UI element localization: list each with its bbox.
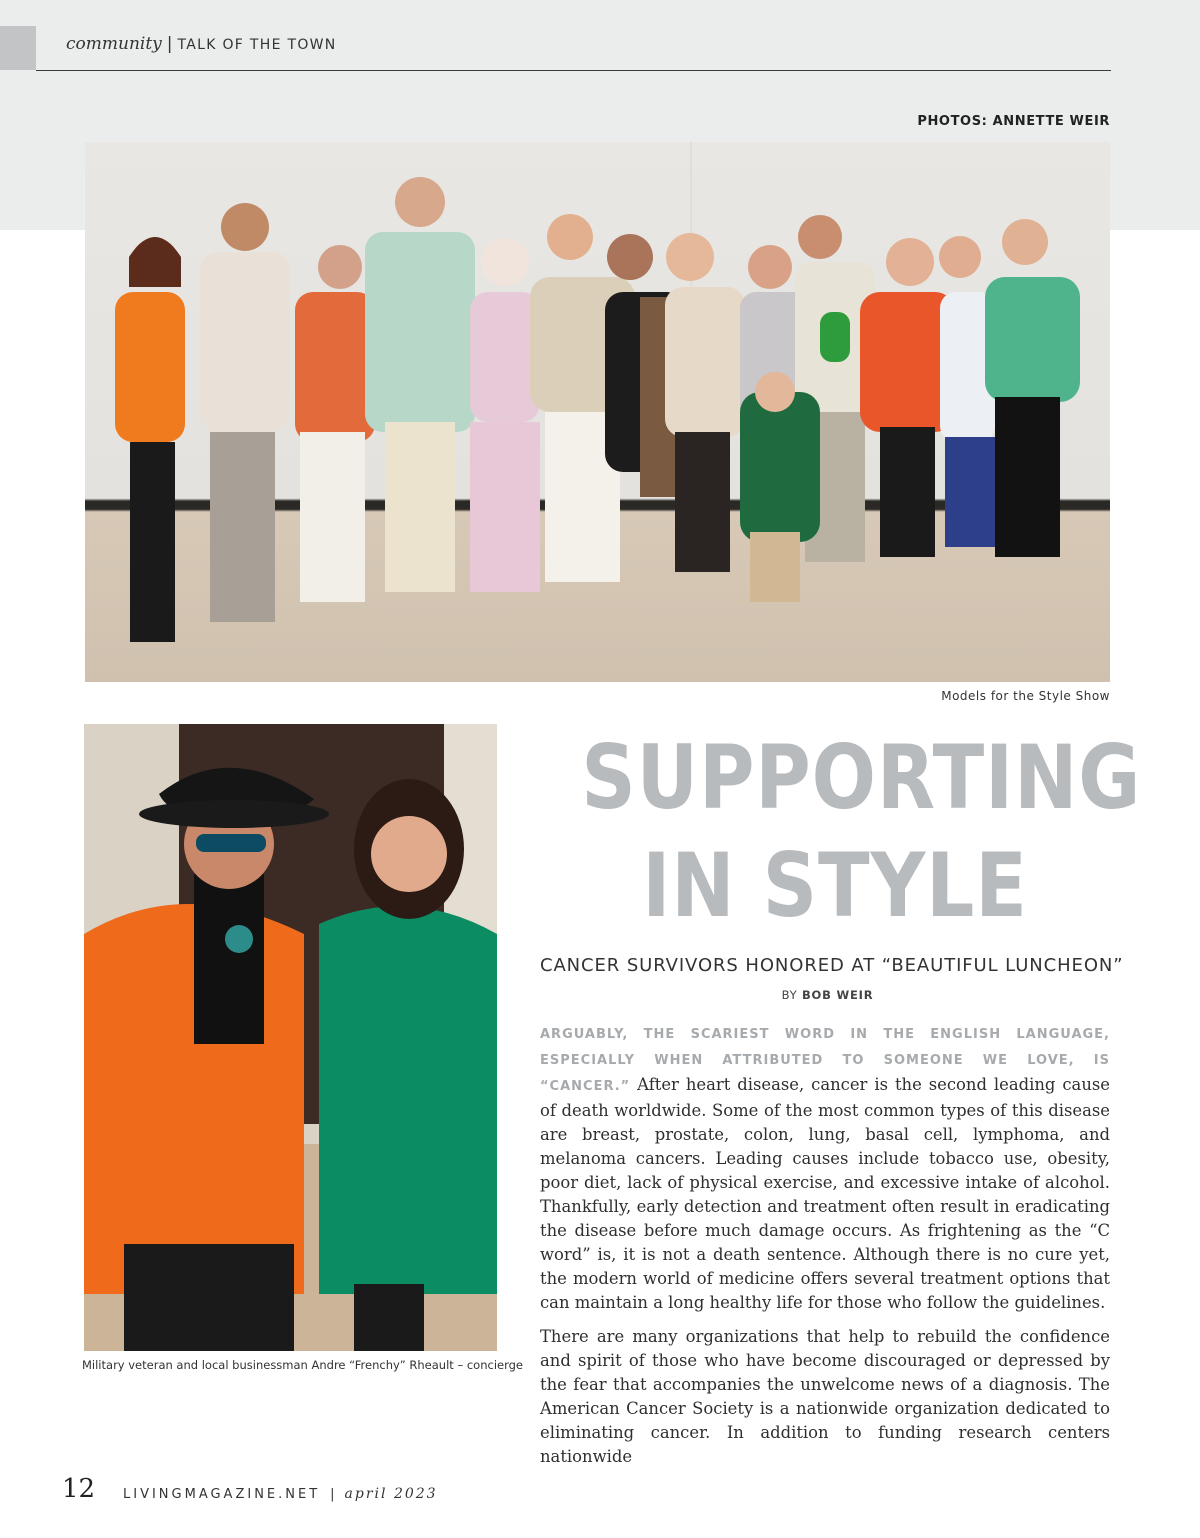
byline bbox=[540, 988, 1115, 1002]
paragraph-1 bbox=[540, 1021, 1110, 1315]
title-line-2: IN STYLE bbox=[642, 834, 1028, 937]
group-photo-image bbox=[85, 142, 1110, 682]
header-rule bbox=[36, 70, 1111, 71]
section-name: community bbox=[66, 34, 162, 54]
footer-site: LIVINGMAGAZINE.NET bbox=[123, 1487, 321, 1502]
group-photo bbox=[85, 142, 1110, 682]
page-number: 12 bbox=[62, 1474, 96, 1504]
section-header bbox=[66, 32, 337, 57]
title-line-1: SUPPORTING bbox=[581, 726, 1142, 829]
page-footer bbox=[123, 1486, 438, 1502]
paragraph-1-text: After heart disease, cancer is the second leading cause of death worldwide. Some of the most common types of this disease are breast, prostate, colon, lung, basal cell, lymphoma, and melanoma cancers. Leading causes include tobacco use, obesity, poor diet, lack of physical exercise, and excessive intake of alcohol. Thankfully, early detection and treatment often result in eradicating the disease before much damage occurs. As frightening as the “C word” is, it is not a death sentence. Although there is no cure yet, the modern world of medicine offers several treatment options that can maintain a long healthy life for those who follow the guidelines. bbox=[540, 1075, 1110, 1312]
footer-issue: april 2023 bbox=[344, 1486, 438, 1502]
paragraph-2: There are many organizations that help to rebuild the confidence and spirit of those who have become discouraged or depressed by the fear that accompanies the unwelcome news of a diagnosis. The American Cancer Society is a nationwide organization dedicated to eliminating cancer. In addition to funding research centers nationwide bbox=[540, 1327, 1110, 1466]
subsection-name: TALK OF THE TOWN bbox=[177, 37, 337, 53]
header-separator: | bbox=[166, 34, 173, 54]
portrait-photo-image bbox=[84, 724, 497, 1351]
portrait-photo bbox=[84, 724, 497, 1351]
photo-credit: PHOTOS: ANNETTE WEIR bbox=[917, 114, 1110, 129]
article-title bbox=[581, 724, 1142, 940]
author-name: BOB WEIR bbox=[801, 988, 874, 1002]
footer-separator: | bbox=[330, 1487, 335, 1502]
byline-prefix: BY bbox=[781, 988, 798, 1002]
article-subtitle: CANCER SURVIVORS HONORED AT “BEAUTIFUL LUNCHEON” bbox=[540, 955, 1124, 976]
lead-in: ARGUABLY, THE SCARIEST WORD IN THE ENGLISH LANGUAGE, ESPECIALLY WHEN ATTRIBUTED TO SOMEONE WE LOVE, IS “CANCER.” bbox=[540, 1027, 1110, 1094]
section-tab bbox=[0, 26, 36, 70]
portrait-photo-caption: Military veteran and local businessman Andre “Frenchy” Rheault – concierge bbox=[82, 1358, 524, 1372]
article-body bbox=[540, 1021, 1110, 1479]
group-photo-caption: Models for the Style Show bbox=[941, 689, 1110, 703]
